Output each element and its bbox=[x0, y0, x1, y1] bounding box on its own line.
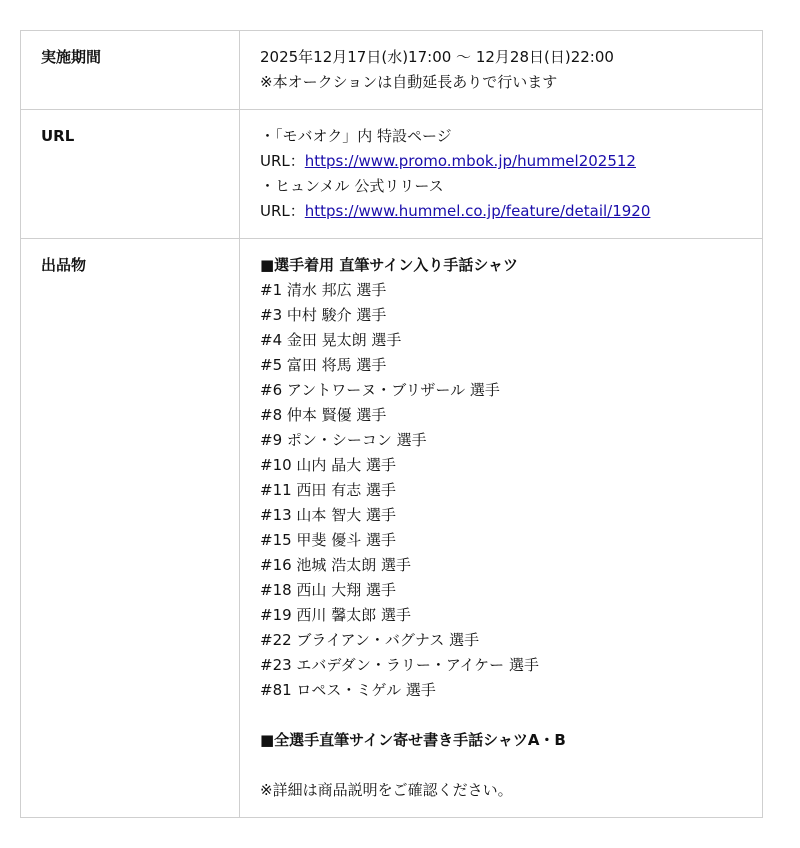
items-note: ※詳細は商品説明をご確認ください。 bbox=[260, 781, 513, 799]
player-item: #3 中村 駿介 選手 bbox=[260, 306, 387, 324]
period-note: ※本オークションは自動延長ありで行います bbox=[260, 73, 558, 91]
row-items bbox=[21, 239, 763, 818]
period-label: 実施期間 bbox=[21, 31, 240, 110]
player-item: #8 仲本 賢優 選手 bbox=[260, 406, 387, 424]
player-item: #15 甲斐 優斗 選手 bbox=[260, 531, 396, 549]
url-value bbox=[240, 110, 763, 239]
row-period bbox=[21, 31, 763, 110]
hummel-link[interactable]: https://www.hummel.co.jp/feature/detail/1920 bbox=[304, 202, 651, 220]
player-item: #19 西川 馨太郎 選手 bbox=[260, 606, 411, 624]
player-item: #13 山本 智大 選手 bbox=[260, 506, 396, 524]
url-label: URL bbox=[21, 110, 240, 239]
player-item: #11 西田 有志 選手 bbox=[260, 481, 396, 499]
url-prefix: URL： bbox=[260, 152, 305, 170]
spacer bbox=[260, 703, 742, 728]
url-hummel-title: ・ヒュンメル 公式リリース bbox=[260, 177, 444, 195]
player-item: #4 金田 晃太朗 選手 bbox=[260, 331, 402, 349]
items-heading-signed-shirts: ■選手着用 直筆サイン入り手話シャツ bbox=[260, 256, 519, 274]
player-item: #22 ブライアン・バグナス 選手 bbox=[260, 631, 480, 649]
items-value bbox=[240, 239, 763, 818]
player-item: #23 エバデダン・ラリー・アイケー 選手 bbox=[260, 656, 539, 674]
period-value bbox=[240, 31, 763, 110]
player-item: #6 アントワーヌ・ブリザール 選手 bbox=[260, 381, 500, 399]
player-item: #81 ロペス・ミゲル 選手 bbox=[260, 681, 436, 699]
auction-info-table bbox=[20, 30, 763, 818]
spacer bbox=[260, 753, 742, 778]
players-list bbox=[260, 278, 742, 703]
row-url bbox=[21, 110, 763, 239]
player-item: #10 山内 晶大 選手 bbox=[260, 456, 396, 474]
period-dates: 2025年12月17日(水)17:00 〜 12月28日(日)22:00 bbox=[260, 48, 614, 66]
player-item: #18 西山 大翔 選手 bbox=[260, 581, 396, 599]
auction-info bbox=[20, 30, 762, 818]
mbok-link[interactable]: https://www.promo.mbok.jp/hummel202512 bbox=[304, 152, 636, 170]
url-prefix: URL： bbox=[260, 202, 305, 220]
items-label: 出品物 bbox=[21, 239, 240, 818]
items-heading-team-shirts: ■全選手直筆サイン寄せ書き手話シャツA・B bbox=[260, 731, 566, 749]
player-item: #16 池城 浩太朗 選手 bbox=[260, 556, 411, 574]
player-item: #9 ポン・シーコン 選手 bbox=[260, 431, 427, 449]
url-mbok-title: ・「モバオク」内 特設ページ bbox=[260, 127, 452, 145]
player-item: #1 清水 邦広 選手 bbox=[260, 281, 387, 299]
player-item: #5 富田 将馬 選手 bbox=[260, 356, 387, 374]
url-hummel-line bbox=[260, 199, 742, 224]
url-mbok-line bbox=[260, 149, 742, 174]
